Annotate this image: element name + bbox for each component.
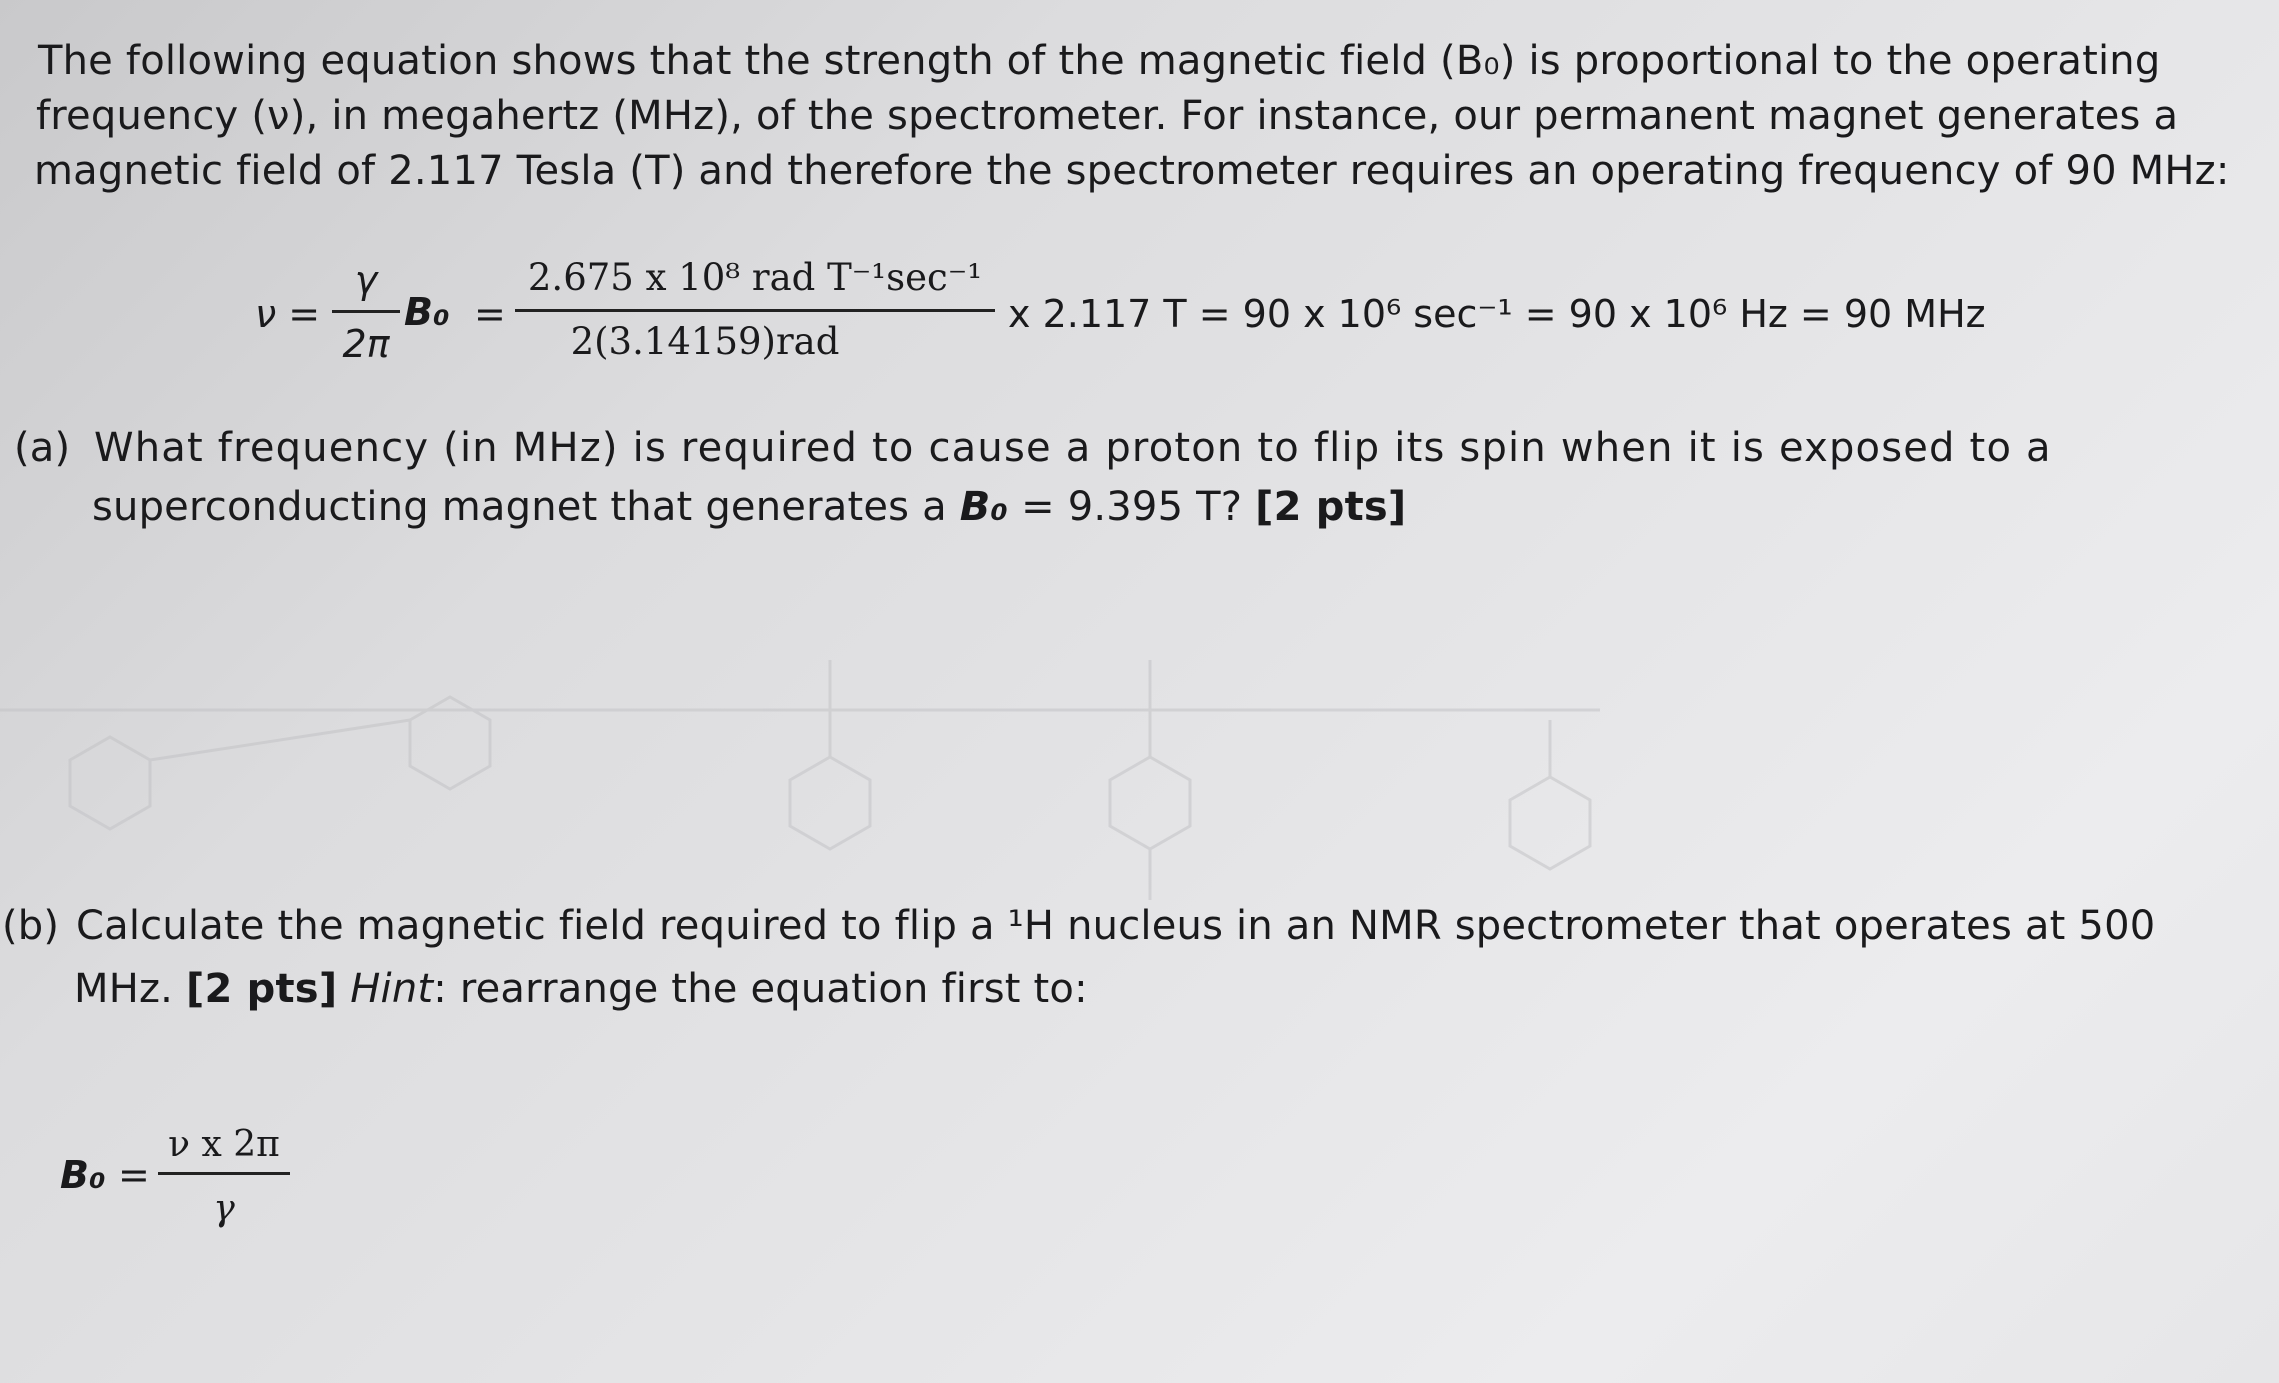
part-a-line-2 (92, 484, 1406, 530)
part-b-text-pre: MHz. (74, 966, 187, 1012)
formula-equals: = (118, 1153, 150, 1197)
eq-result-chain: x 2.117 T = 90 x 10⁶ sec⁻¹ = 90 x 10⁶ Hz = 90 MHz (1008, 292, 1986, 336)
eq-gamma: γ (354, 258, 378, 302)
formula-numerator: ν x 2π (168, 1124, 280, 1165)
eq-equals: = (474, 292, 506, 336)
part-a-b0: B₀ (959, 484, 1009, 530)
eq-b0: B₀ (404, 290, 450, 334)
eq-denominator: 2(3.14159)rad (570, 320, 840, 363)
part-a-label: (a) (14, 425, 71, 471)
part-b-line-2 (74, 966, 1088, 1012)
part-b-line-1: Calculate the magnetic field required to flip a ¹H nucleus in an NMR spectrometer that operates at 500 (76, 903, 2156, 949)
intro-line-3: magnetic field of 2.117 Tesla (T) and therefore the spectrometer requires an operating frequency of 90 MHz: (34, 148, 2230, 194)
part-b-hint-label: Hint (350, 966, 434, 1012)
intro-line-1: The following equation shows that the strength of the magnetic field (B₀) is proportional to the operating (38, 38, 2161, 84)
eq-gamma-fraction-bar (332, 310, 400, 313)
eq-two-pi: 2π (342, 322, 390, 366)
eq-numerator: 2.675 x 10⁸ rad T⁻¹sec⁻¹ (527, 256, 983, 299)
part-a-points: [2 pts] (1255, 484, 1407, 530)
formula-denominator: γ (213, 1188, 235, 1229)
eq-nu: ν = (255, 292, 321, 336)
part-b-label: (b) (2, 903, 60, 949)
formula-fraction-bar (158, 1172, 290, 1175)
part-a-text-post: = 9.395 T? (1008, 484, 1256, 530)
bleed-through-structures (0, 560, 2279, 920)
eq-main-fraction-bar (515, 309, 995, 312)
part-b-hint-text: : rearrange the equation first to: (433, 966, 1088, 1012)
intro-line-2: frequency (ν), in megahertz (MHz), of the spectrometer. For instance, our permanent magnet generates a (36, 93, 2179, 139)
part-a-text-pre: superconducting magnet that generates a (92, 484, 960, 530)
part-a-line-1: What frequency (in MHz) is required to cause a proton to flip its spin when it is exposed to a (94, 425, 2052, 471)
formula-b0: B₀ (60, 1153, 106, 1197)
part-b-points: [2 pts] (186, 966, 338, 1012)
